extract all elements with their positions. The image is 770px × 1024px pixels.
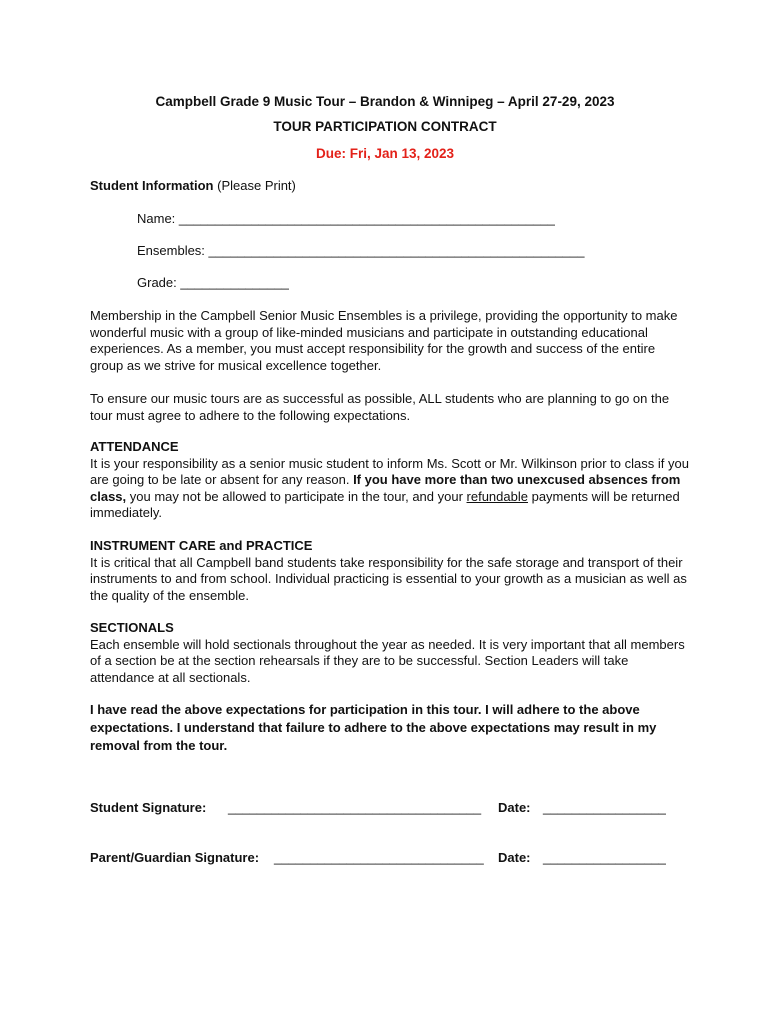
sectionals-section [90, 620, 690, 686]
student-signature-line[interactable]: ___________________________________ [228, 800, 482, 815]
instrument-text: It is critical that all Campbell band students take responsibility for the safe storage and transport of their instruments to and from school. Individual practicing is essential to your growth as a musician as well as the quality of the ensemble. [90, 554, 687, 603]
expectations-paragraph: To ensure our music tours are as successful as possible, ALL students who are planning to go on the tour must agree to adhere to the following expectations. [90, 391, 670, 423]
due-date: Due: Fri, Jan 13, 2023 [315, 146, 455, 161]
ensembles-field[interactable]: Ensembles: ____________________________________________________ [137, 243, 585, 258]
attendance-text-underline: refundable [466, 488, 528, 504]
parent-signature-label: Parent/Guardian Signature: [90, 850, 260, 865]
attendance-heading: ATTENDANCE [90, 439, 179, 454]
student-info-heading-row [90, 178, 690, 195]
student-signature-label: Student Signature: [90, 800, 207, 815]
parent-signature-line[interactable]: _____________________________ [274, 850, 484, 865]
student-info-heading: Student Information [90, 178, 214, 193]
student-date-label: Date: [498, 800, 531, 815]
student-date-line[interactable]: _________________ [543, 800, 666, 815]
parent-date-label: Date: [498, 850, 531, 865]
instrument-section [90, 538, 690, 604]
print-note: (Please Print) [217, 178, 296, 193]
attendance-text-a: It is your responsibility as a senior music student to inform Ms. Scott or Mr. Wilkinson prior to class if you are going to be late or absent for any reason. [90, 455, 689, 487]
agreement-statement: I have read the above expectations for participation in this tour. I will adhere to the above expectations. I understand that failure to adhere to the above expectations may result in my removal from the tour. [90, 702, 657, 753]
parent-date-line[interactable]: _________________ [543, 850, 666, 865]
document-title: Campbell Grade 9 Music Tour – Brandon & Winnipeg – April 27-29, 2023 [155, 94, 615, 109]
name-field[interactable]: Name: ____________________________________________________ [137, 211, 555, 226]
document-subtitle: TOUR PARTICIPATION CONTRACT [273, 119, 497, 134]
intro-paragraph: Membership in the Campbell Senior Music Ensembles is a privilege, providing the opportunity to make wonderful music with a group of like-minded musicians and participate in outstanding educational experiences. As a member, you must accept responsibility for the growth and success of the entire group as we strive for musical excellence together. [90, 308, 678, 373]
attendance-text-bold: If you have more than two unexcused absences from class, [90, 472, 681, 504]
attendance-section [90, 439, 690, 522]
attendance-text-c: payments will be returned immediately. [90, 488, 680, 520]
sectionals-heading: SECTIONALS [90, 620, 174, 635]
sectionals-text: Each ensemble will hold sectionals throughout the year as needed. It is very important that all members of a section be at the section rehearsals if they are to be successful. Section Leaders will take attendance at all sectionals. [90, 636, 685, 685]
instrument-heading: INSTRUMENT CARE and PRACTICE [90, 538, 313, 553]
attendance-text-b: you may not be allowed to participate in the tour, and your [126, 488, 467, 504]
grade-field[interactable]: Grade: _______________ [137, 275, 289, 290]
